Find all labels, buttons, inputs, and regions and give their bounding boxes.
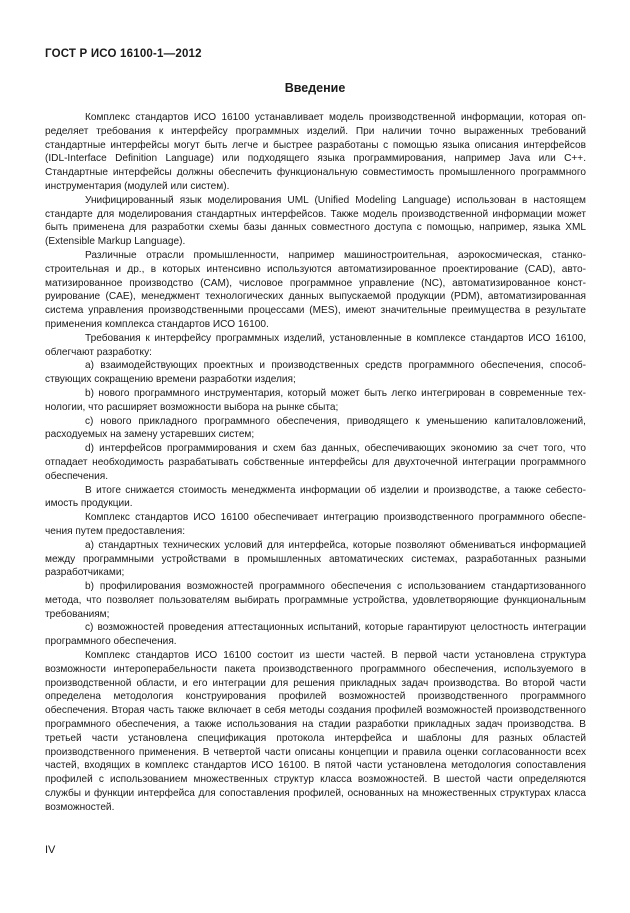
document-header: ГОСТ Р ИСО 16100-1—2012 <box>45 48 202 60</box>
section-title: Введение <box>284 81 346 95</box>
paragraph: Комплекс стандартов ИСО 16100 обеспечивает интеграцию производственного программного обеспечения путем предоставления: <box>45 512 586 537</box>
list-item: d) интерфейсов программирования и схем баз данных, обеспечивающих экономию за счет того, что отпадает необходимость разрабатывать собственные интерфейсы для двухточечной интеграции программного обеспечения. <box>45 443 586 482</box>
paragraph: Требования к интерфейсу программных изделий, установленные в комплексе стандартов ИСО 16100, облегчают разработку: <box>45 332 586 358</box>
paragraph: Комплекс стандартов ИСО 16100 устанавливает модель производственной информации, которая определяет требования к интерфейсу программных изделий. При наличии точно выраженных требований стандартные интерфейсы могут быть легче и быстрее разработаны с помощью языка описания интерфейсов (IDL-Interface Definition Language) или подходящего языка программирования, например Java или C++. Стандартные интерфейсы должны обеспечить функциональную совместимость промышленного программного инструментария (модулей или систем). <box>45 112 586 192</box>
document-body <box>45 111 586 815</box>
paragraph: В итоге снижается стоимость менеджмента информации об изделии и производстве, а также себестоимость продукции. <box>45 484 586 510</box>
page-number: IV <box>45 844 56 856</box>
list-item: b) нового программного инструментария, который может быть легко интегрирован в современные технологии, что расширяет возможности выбора на рынке сбыта; <box>45 387 586 413</box>
list-item: c) возможностей проведения аттестационных испытаний, которые гарантируют целостность интеграции программного обеспечения. <box>45 622 586 648</box>
list-item: c) нового прикладного программного обеспечения, приводящего к уменьшению капиталовложений, расходуемых на замену устаревших систем; <box>45 415 586 441</box>
paragraph: Различные отрасли промышленности, например машиностроительная, аэрокосмическая, станкостроительная и др., в которых интенсивно используются автоматизированное проектирование (CAD), автоматизированное производство (CAM), числовое программное управление (NC), автоматизированное конструирование (CAE), менеджмент технологических данных выпускаемой продукции (PDM), автоматизированная система управления производственными процессами (MES), имеют значительные преимущества в результате применения комплекса стандартов ИСО 16100. <box>45 249 586 330</box>
paragraph: Унифицированный язык моделирования UML (Unified Modeling Language) использован в настоящем стандарте для моделирования стандартных интерфейсов. Также модель производственной информации может быть применена для разработки схемы базы данных совместного доступа с помощью, например, языка XML (Extensible Markup Language). <box>45 194 586 248</box>
list-item: b) профилирования возможностей программного обеспечения с использованием стандартизованного метода, что позволяет пользователям выбирать программные устройства, удовлетворяющие функциональным требованиям; <box>45 581 586 620</box>
paragraph: Комплекс стандартов ИСО 16100 состоит из шести частей. В первой части установлена структура возможности интероперабельности пакета производственного программного обеспечения, используемого в производственной области, и его интеграции для решения прикладных задач производства. Во второй части определена методология конструирования профилей возможностей производственного программного обеспечения. Вторая часть также включает в себя методы создания профилей возможностей производственного программного обеспечения, а также использования на стадии разработки прикладных задач производства. В третьей части установлена спецификация протокола интерфейса и шаблоны для разных областей производственного применения. В четвертой части описаны концепции и правила оценки согласованности всех частей, входящих в комплекс стандартов ИСО 16100. В пятой части установлена методология сопоставления профилей с использованием множественных структур класса возможностей. В шестой части определяются службы и функции интерфейса для сопоставления профилей, основанных на множественных структурах класса возможностей. <box>45 650 586 813</box>
list-item: a) взаимодействующих проектных и производственных средств программного обеспечения, способствующих сокращению времени разработки изделия; <box>45 360 586 386</box>
list-item: a) стандартных технических условий для интерфейса, которые позволяют обмениваться информацией между программными устройствами в промышленных автоматических системах, разработанных разными разработчиками; <box>45 539 586 579</box>
